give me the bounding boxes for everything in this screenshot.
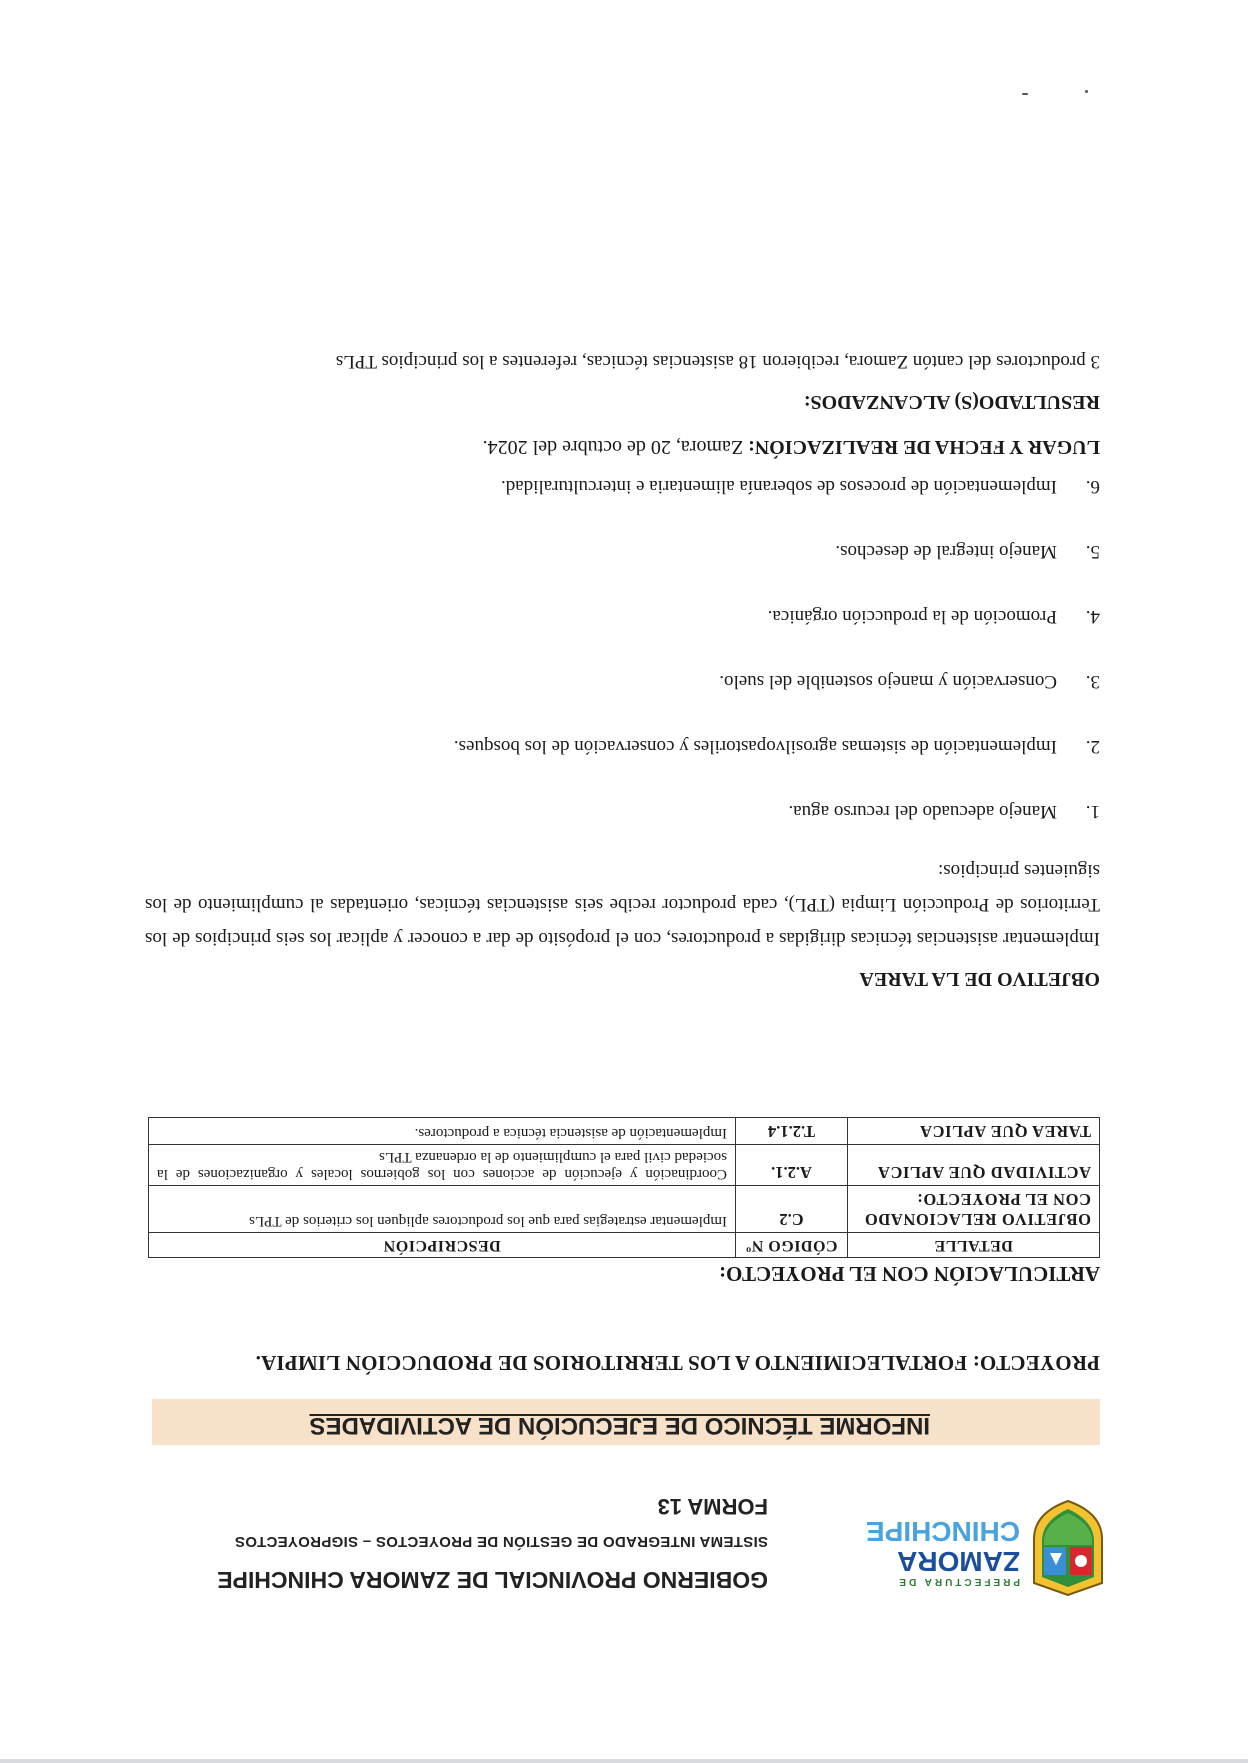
- objective-heading: OBJETIVO DE LA TAREA: [859, 968, 1100, 990]
- report-title: INFORME TÉCNICO DE EJECUCIÓN DE ACTIVIDADES: [309, 1412, 930, 1439]
- code-cell: A.2.1.: [736, 1145, 848, 1186]
- column-header-description: DESCRIPCIÓN: [149, 1233, 736, 1258]
- principles-list: [145, 438, 1100, 828]
- list-text: Manejo integral de desechos.: [835, 541, 1057, 562]
- table-row: [149, 1145, 1100, 1186]
- list-item: [145, 633, 1100, 698]
- objective-paragraph: Implementar asistencias técnicas dirigidas a productores, con el propósito de dar a conocer y aplicar los seis principios de los Territorios de Producción Limpia (TPL), cada productor recibe seis asistencias técnicas, orientadas al cumplimiento de los siguientes principios:: [145, 860, 1100, 949]
- table-header-row: [149, 1233, 1100, 1258]
- brand-line-2: CHINCHIPE: [865, 1516, 1020, 1547]
- scan-edge: [0, 1759, 1248, 1763]
- brand-line-1: ZAMORA: [897, 1546, 1020, 1577]
- government-name: GOBIERNO PROVINCIAL DE ZAMORA CHINCHIPE: [217, 1567, 768, 1593]
- place-date-value: Zamora, 20 de octubre del 2024.: [482, 436, 744, 458]
- list-number: 5.: [1085, 541, 1100, 562]
- place-date-line: [483, 435, 1100, 458]
- code-cell: C.2: [736, 1186, 848, 1233]
- scan-speck: [1085, 90, 1088, 93]
- column-header-code: CÓDIGO Nº: [736, 1233, 848, 1258]
- project-name: FORTALECIMIENTO A LOS TERRITORIOS DE PRODUCCIÓN LIMPIA.: [255, 1351, 968, 1375]
- list-item: [145, 763, 1100, 828]
- list-item: [145, 568, 1100, 633]
- description-cell: Implementar estrategias para que los productores apliquen los criterios de TPLs: [149, 1186, 736, 1233]
- brand-prefix: PREFECTURA DE: [896, 1576, 1020, 1587]
- column-header-detail: DETALLE: [848, 1233, 1100, 1258]
- results-heading: RESULTADO(S) ALCANZADOS:: [803, 391, 1100, 413]
- list-number: 2.: [1085, 736, 1100, 757]
- list-item: [145, 503, 1100, 568]
- list-text: Promoción de la producción orgánica.: [767, 606, 1057, 627]
- list-text: Implementación de sistemas agrosilvopastoriles y conservación de los bosques.: [453, 736, 1057, 757]
- brand-wordmark: [866, 1516, 1020, 1587]
- description-cell: Implementación de asistencia técnica a productores.: [149, 1118, 736, 1145]
- place-date-label: LUGAR Y FECHA DE REALIZACIÓN:: [748, 436, 1100, 458]
- list-item: [145, 698, 1100, 763]
- table-row: [149, 1186, 1100, 1233]
- project-label: PROYECTO:: [972, 1351, 1100, 1375]
- scan-speck: [1022, 93, 1028, 95]
- list-number: 3.: [1085, 671, 1100, 692]
- project-line: [150, 1347, 1100, 1378]
- description-cell: Coordinación y ejecución de acciones con los gobiernos locales y organizaciones de la sociedad civil para el cumplimiento de la ordenanza TPLs: [149, 1145, 736, 1186]
- results-paragraph: 3 productores del cantón Zamora, recibieron 18 asistencias técnicas, referentes a los principios TPLs: [335, 351, 1100, 372]
- detail-cell: OBJETIVO RELACIONADO CON EL PROYECTO:: [848, 1186, 1100, 1233]
- report-title-bar: [152, 1399, 1100, 1445]
- list-text: Implementación de procesos de soberanía alimentaria e interculturalidad.: [500, 476, 1057, 497]
- provincial-crest-logo: [1028, 1499, 1108, 1597]
- articulation-table: [148, 1117, 1100, 1258]
- list-text: Manejo adecuado del recurso agua.: [788, 801, 1057, 822]
- articulation-heading: ARTICULACIÓN CON EL PROYECTO:: [718, 1262, 1100, 1286]
- list-number: 6.: [1085, 476, 1100, 497]
- list-number: 1.: [1085, 801, 1100, 822]
- table-row: [149, 1118, 1100, 1145]
- detail-cell: ACTIVIDAD QUE APLICA: [848, 1145, 1100, 1186]
- detail-cell: TAREA QUE APLICA: [848, 1118, 1100, 1145]
- code-cell: T.2.1.4: [736, 1118, 848, 1145]
- form-number: FORMA 13: [657, 1494, 768, 1519]
- list-number: 4.: [1085, 606, 1100, 627]
- document-header: [128, 1443, 1108, 1633]
- list-text: Conservación y manejo sostenible del suelo.: [719, 671, 1057, 692]
- institution-block: [217, 1493, 768, 1593]
- system-name: SISTEMA INTEGRADO DE GESTIÓN DE PROYECTOS – SIGPROYECTOS: [234, 1533, 768, 1550]
